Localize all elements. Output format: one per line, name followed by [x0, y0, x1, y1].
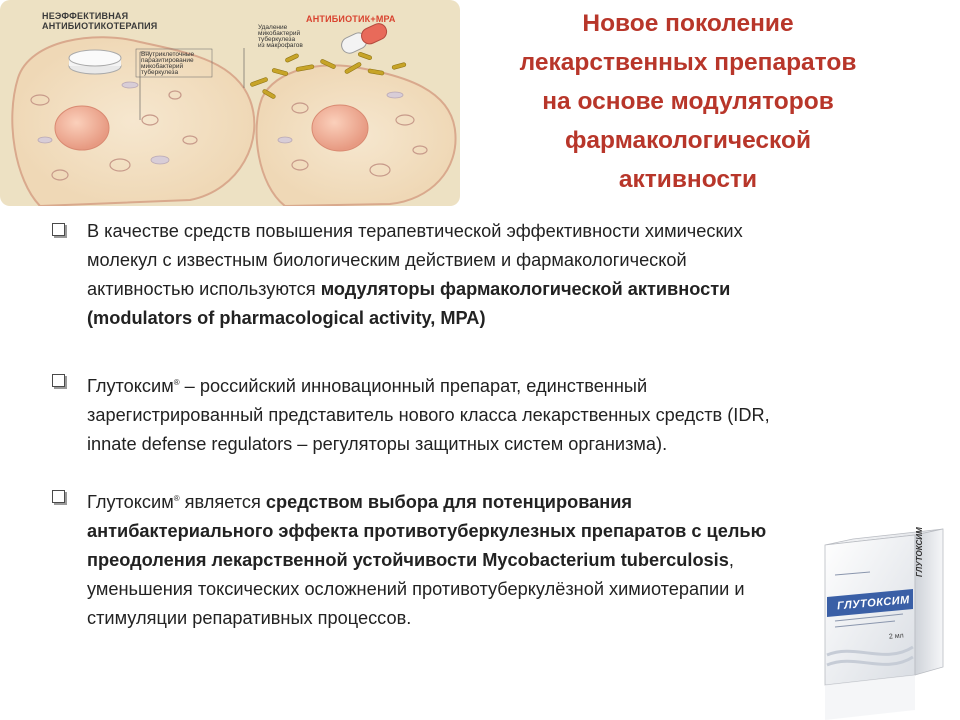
- left-note-line2: паразитирование: [141, 57, 194, 64]
- bullet-item-1: [52, 217, 772, 333]
- bullet-item-3: [52, 484, 772, 633]
- bullet-item-2: [52, 368, 772, 459]
- bullet-1-text: В качестве средств повышения терапевтической эффективности химических молекул с известным биологическим действием и фармакологической активностью используются: [87, 221, 743, 299]
- title-line-3: на основе модуляторов: [542, 88, 834, 115]
- title-line-5: активности: [618, 166, 758, 193]
- checkbox-bullet-icon: [52, 490, 65, 503]
- bullet-3-end: , уменьшения токсических осложнений противотуберкулёзной химиотерапии и стимуляции репаративных процессов.: [87, 550, 745, 629]
- left-note-line4: туберкулеза: [141, 69, 179, 76]
- slide-title: [478, 4, 898, 199]
- title-line-4: фармакологической: [564, 127, 812, 154]
- product-box-image: [815, 525, 960, 720]
- bullet-2-drug-name: Глутоксим: [87, 376, 174, 397]
- registered-mark: ®: [173, 378, 180, 387]
- checkbox-bullet-icon: [52, 223, 65, 236]
- right-note-line4: из макрофагов: [258, 42, 303, 49]
- bullet-3-bold-2: для потенцирования антибактериального эффекта противотуберкулезных препаратов с целью преодоления лекарственной устойчивости Mycobacterium tuberculosis: [87, 492, 767, 571]
- bullet-3-mid: является: [179, 492, 266, 513]
- checkbox-bullet-icon: [52, 374, 65, 387]
- bullet-3-drug-name: Глутоксим: [87, 492, 174, 513]
- product-brand-label: ГЛУТОКСИМ: [836, 594, 911, 613]
- bullet-1-bold: модуляторы фармакологической активности (modulators of pharmacological activity, MPA): [87, 279, 731, 328]
- title-line-2: лекарственных препаратов: [519, 49, 857, 76]
- right-note-line3: туберкулеза: [258, 36, 296, 43]
- right-note-line1: Удаление: [258, 24, 288, 31]
- left-label-line2: АНТИБИОТИКОТЕРАПИЯ: [42, 21, 158, 31]
- left-note-line1: Внутриклеточные: [141, 51, 195, 58]
- illustration-panel: [0, 0, 460, 206]
- bullet-3-bold-1: средством выбора: [265, 492, 439, 513]
- product-side-label: ГЛУТОКСИМ: [915, 527, 924, 577]
- right-label: АНТИБИОТИК+МРА: [306, 14, 396, 24]
- title-line-1: Новое поколение: [582, 10, 794, 37]
- left-label-line1: НЕЭФФЕКТИВНАЯ: [42, 11, 129, 21]
- left-note-line3: микобактерий: [141, 63, 184, 70]
- registered-mark: ®: [173, 494, 180, 503]
- product-volume: 2 мл: [888, 632, 905, 641]
- right-note-line2: микобактерий: [258, 30, 301, 37]
- product-box-graphic: [815, 525, 960, 720]
- bullet-2-text: – российский инновационный препарат, единственный зарегистрированный представитель нового класса лекарственных средств (IDR, innate defense regulators – регуляторы защитных систем организма).: [87, 376, 770, 455]
